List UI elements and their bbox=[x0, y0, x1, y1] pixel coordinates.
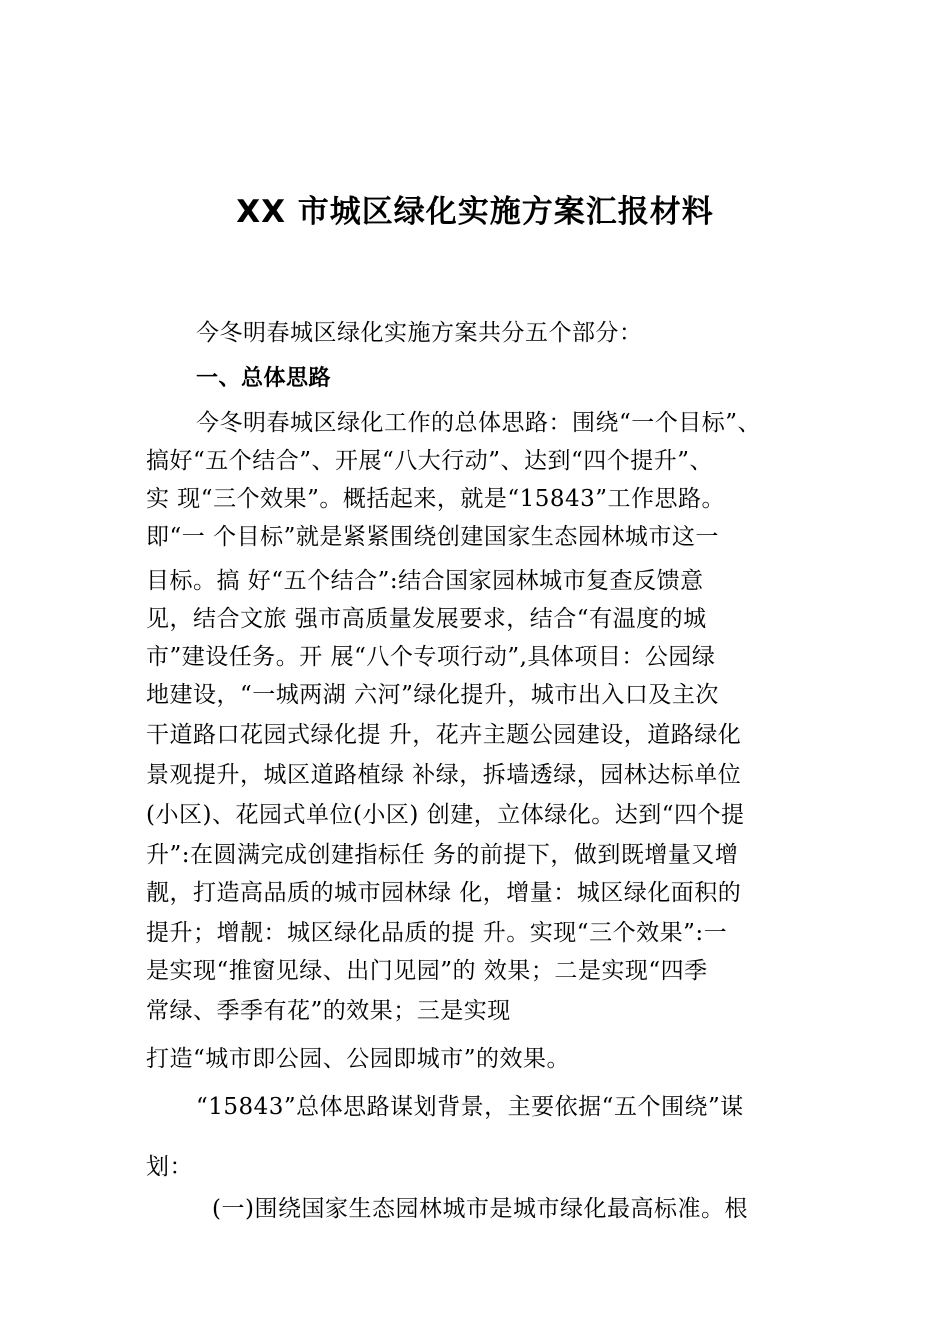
paragraph-line: 今冬明春城区绿化工作的总体思路：围绕“一个目标”、 bbox=[196, 410, 762, 436]
paragraph-line: (一)围绕国家生态园林城市是城市绿化最高标准。根 bbox=[212, 1196, 748, 1222]
document-title: XX 市城区绿化实施方案汇报材料 bbox=[236, 194, 714, 230]
paragraph-line: 实 现“三个效果”。概括起来，就是“15843”工作思路。 bbox=[146, 486, 726, 512]
paragraph-line: 干道路口花园式绿化提 升，花卉主题公园建设，道路绿化 bbox=[146, 722, 742, 748]
paragraph-line: 升”:在圆满完成创建指标任 务的前提下，做到既增量又增 bbox=[146, 842, 739, 868]
paragraph-line: 划： bbox=[146, 1154, 193, 1180]
paragraph-line: 即“一 个目标”就是紧紧围绕创建国家生态园林城市这一 bbox=[146, 524, 719, 550]
section-heading: 一、总体思路 bbox=[196, 366, 332, 391]
paragraph-line: 打造“城市即公园、公园即城市”的效果。 bbox=[146, 1046, 571, 1072]
paragraph-line: 景观提升，城区道路植绿 补绿，拆墙透绿，园林达标单位 bbox=[146, 762, 742, 788]
paragraph-line: 市”建设任务。开 展“八个专项行动”,具体项目：公园绿 bbox=[146, 644, 716, 670]
paragraph-line: 地建设，“一城两湖 六河”绿化提升，城市出入口及主次 bbox=[146, 682, 719, 708]
paragraph-line: (小区)、花园式单位(小区) 创建，立体绿化。达到“四个提 bbox=[146, 802, 745, 828]
paragraph-line: “15843”总体思路谋划背景，主要依据“五个围绕”谋 bbox=[196, 1094, 744, 1120]
paragraph-line: 靓，打造高品质的城市园林绿 化，增量：城区绿化面积的 bbox=[146, 880, 742, 906]
paragraph-line: 提升；增靓：城区绿化品质的提 升。实现“三个效果”:一 bbox=[146, 920, 728, 946]
paragraph-line: 常绿、季季有花”的效果；三是实现 bbox=[146, 998, 511, 1024]
paragraph-line: 是实现“推窗见绿、出门见园”的 效果；二是实现“四季 bbox=[146, 958, 708, 984]
paragraph-line: 搞好“五个结合”、开展“八大行动”、达到“四个提升”、 bbox=[146, 448, 714, 474]
intro-line: 今冬明春城区绿化实施方案共分五个部分： bbox=[196, 320, 643, 346]
paragraph-line: 见，结合文旅 强市高质量发展要求，结合“有温度的城 bbox=[146, 606, 707, 632]
paragraph-line: 目标。搞 好“五个结合”:结合国家园林城市复查反馈意 bbox=[146, 568, 704, 594]
